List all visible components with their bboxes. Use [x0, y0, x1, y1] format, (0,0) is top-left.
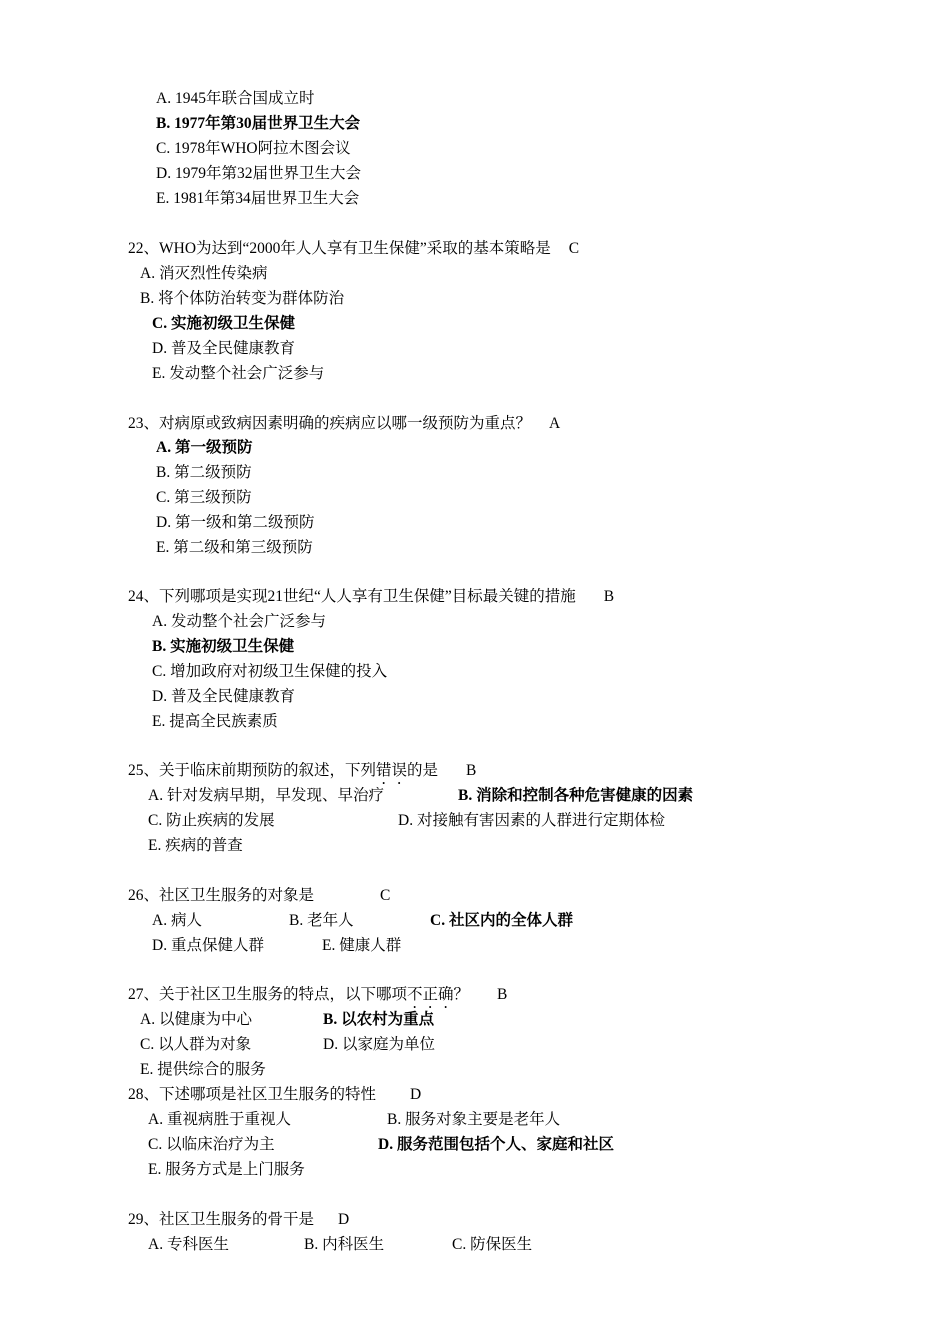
q28-stem: 28、下述哪项是社区卫生服务的特性 — [128, 1086, 377, 1103]
q29-option-a: A. 专科医生 — [148, 1236, 229, 1253]
q23-answer: A — [549, 415, 561, 432]
q23-stem-line — [128, 411, 560, 436]
q27-option-d: D. 以家庭为单位 — [323, 1036, 435, 1053]
q27-answer: B — [497, 986, 508, 1003]
q26-option-a: A. 病人 — [152, 912, 202, 929]
q25-option-d: D. 对接触有害因素的人群进行定期体检 — [398, 812, 665, 829]
q25-option-e: E. 疾病的普查 — [148, 837, 243, 854]
q25-stem-after: 的是 — [407, 762, 439, 779]
q23-option-b: B. 第二级预防 — [156, 464, 252, 481]
q29-option-c: C. 防保医生 — [452, 1236, 533, 1253]
q28-option-e: E. 服务方式是上门服务 — [148, 1161, 305, 1178]
q23-option-c: C. 第三级预防 — [156, 489, 252, 506]
q29-option-b: B. 内科医生 — [304, 1236, 385, 1253]
q25-stem-emphasis: 错误 — [376, 762, 408, 779]
q26-stem: 26、社区卫生服务的对象是 — [128, 887, 315, 904]
q23-stem: 23、对病原或致病因素明确的疾病应以哪一级预防为重点？ — [128, 415, 532, 432]
q28-stem-line — [128, 1082, 421, 1107]
q27-stem-emphasis: 不正确 — [407, 986, 454, 1003]
q22-stem-line — [128, 236, 579, 261]
q27-stem-before: 27、关于社区卫生服务的特点，以下哪项 — [128, 986, 408, 1003]
q21-option-b-correct: B. 1977年第30届世界卫生大会 — [156, 115, 361, 132]
q22-option-d: D. 普及全民健康教育 — [152, 340, 295, 357]
q23-option-d: D. 第一级和第二级预防 — [156, 514, 315, 531]
q24-option-a: A. 发动整个社会广泛参与 — [152, 613, 326, 630]
q24-option-c: C. 增加政府对初级卫生保健的投入 — [152, 663, 388, 680]
q21-option-d: D. 1979年第32届世界卫生大会 — [156, 165, 361, 182]
q24-option-d: D. 普及全民健康教育 — [152, 688, 295, 705]
q27-option-a: A. 以健康为中心 — [140, 1011, 252, 1028]
q25-answer: B — [466, 762, 477, 779]
q27-option-c: C. 以人群为对象 — [140, 1036, 252, 1053]
q27-option-e: E. 提供综合的服务 — [140, 1061, 266, 1078]
q24-option-e: E. 提高全民族素质 — [152, 713, 278, 730]
q29-stem-line — [128, 1207, 349, 1232]
q21-option-e: E. 1981年第34届世界卫生大会 — [156, 190, 360, 207]
q25-option-a: A. 针对发病早期，早发现、早治疗 — [148, 787, 384, 804]
q26-option-b: B. 老年人 — [289, 912, 354, 929]
q26-option-c-correct: C. 社区内的全体人群 — [430, 912, 573, 929]
q28-option-a: A. 重视病胜于重视人 — [148, 1111, 291, 1128]
q22-option-b: B. 将个体防治转变为群体防治 — [140, 290, 345, 307]
q27-option-b-correct: B. 以农村为重点 — [323, 1011, 435, 1028]
q22-stem: 22、WHO为达到“2000年人人享有卫生保健”采取的基本策略是 — [128, 240, 551, 257]
q25-option-b-correct: B. 消除和控制各种危害健康的因素 — [458, 787, 694, 804]
q23-option-e: E. 第二级和第三级预防 — [156, 539, 313, 556]
q29-answer: D — [338, 1211, 350, 1228]
q24-stem: 24、下列哪项是实现21世纪“人人享有卫生保健”目标最关键的措施 — [128, 588, 576, 605]
q22-option-c-correct: C. 实施初级卫生保健 — [152, 315, 295, 332]
q26-option-d: D. 重点保健人群 — [152, 937, 264, 954]
q27-stem-after: ？ — [453, 986, 470, 1003]
q26-stem-line — [128, 883, 390, 908]
q22-option-e: E. 发动整个社会广泛参与 — [152, 365, 325, 382]
q22-answer: C — [568, 240, 580, 257]
q29-stem: 29、社区卫生服务的骨干是 — [128, 1211, 315, 1228]
q23-option-a-correct: A. 第一级预防 — [156, 439, 253, 456]
q28-option-d-correct: D. 服务范围包括个人、家庭和社区 — [378, 1136, 614, 1153]
q26-answer: C — [380, 887, 391, 904]
q21-option-c: C. 1978年WHO阿拉木图会议 — [156, 140, 351, 157]
q22-option-a: A. 消灭烈性传染病 — [140, 265, 268, 282]
q28-option-b: B. 服务对象主要是老年人 — [387, 1111, 561, 1128]
q25-stem-before: 25、关于临床前期预防的叙述，下列 — [128, 762, 377, 779]
q26-option-e: E. 健康人群 — [322, 937, 402, 954]
q24-option-b-correct: B. 实施初级卫生保健 — [152, 638, 295, 655]
q24-answer: B — [603, 588, 615, 605]
q28-answer: D — [410, 1086, 422, 1103]
q25-option-c: C. 防止疾病的发展 — [148, 812, 275, 829]
q21-option-a: A. 1945年联合国成立时 — [156, 90, 315, 107]
q24-stem-line — [128, 584, 614, 609]
q28-option-c: C. 以临床治疗为主 — [148, 1136, 275, 1153]
